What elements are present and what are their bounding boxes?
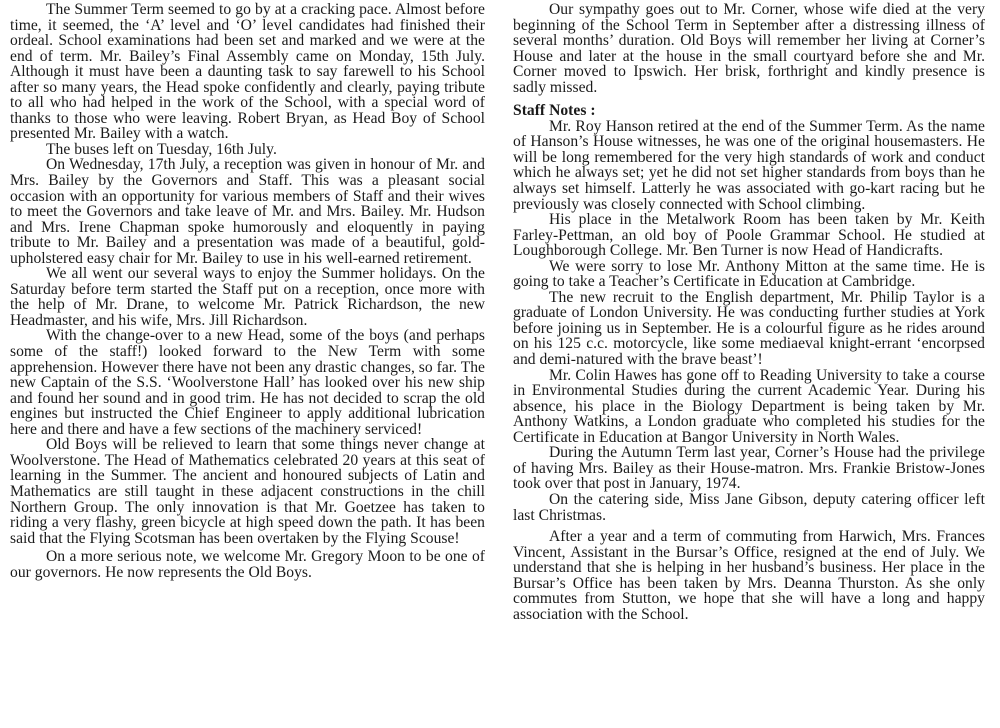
- left-column: [10, 2, 485, 580]
- paragraph-sympathy: Our sympathy goes out to Mr. Corner, whose wife died at the very beginning of the School Term in September after a distressing illness of several months’ duration. Old Boys will remember her living at Corner’s House and later at the house in the small courtyard before she and Mr. Corner moved to Ipswich. Her brisk, forthright and kindly presence is sadly missed.: [513, 1, 985, 96]
- paragraph-old-boys: Old Boys will be relieved to learn that some things never change at Woolverstone. The Head of Mathematics celebrated 20 years at this seat of learning in the Summer. The ancient and honoured subjects of Latin and Mathematics are still taught in these adjacent constructions in the chill Northern Group. The only innovation is that Mr. Goetzee has taken to riding a very flashy, green bicycle at high speed down the path. It has been said that the Flying Scotsman has been overtaken by the Flying Scouse!: [10, 436, 485, 547]
- paragraph-autumn-term: During the Autumn Term last year, Corner’s House had the privilege of having Mrs. Bailey as their House-matron. Mrs. Frankie Bristow-Jones took over that post in January, 1974.: [513, 444, 985, 493]
- paragraph-colin-hawes: Mr. Colin Hawes has gone off to Reading University to take a course in Environmental Studies during the current Academic Year. During his absence, his place in the Biology Department is being taken by Mr. Anthony Watkins, a London graduate who completed his studies for the Certificate in Education at Bangor University in North Wales.: [513, 366, 985, 446]
- paragraph-new-head: With the change-over to a new Head, some of the boys (and perhaps some of the staff!) looked forward to the New Term with some apprehension. However there have not been any drastic changes, so far. The new Captain of the S.S. ‘Woolverstone Hall’ has looked over his new ship and found her sound and in good trim. He has not decided to scrap the old engines but instructed the Chief Engineer to apply additional lubrication here and there and have a few sections of the machinery serviced!: [10, 327, 485, 438]
- paragraph-catering: On the catering side, Miss Jane Gibson, deputy catering officer left last Christmas.: [513, 490, 985, 524]
- paragraph-summer-term: The Summer Term seemed to go by at a cracking pace. Almost before time, it seemed, the ‘A’ level and ‘O’ level candidates had finished their ordeal. School examinations had been set and marked and we were at the end of term. Mr. Bailey’s Final Assembly came on Monday, 15th July. Although it must have been a daunting task to say farewell to his School after so many years, the Head spoke confidently and clearly, paying tribute to all who had helped in the work of the School, with a special word of thanks to those who were leaving. Robert Bryan, as Head Boy of School presented Mr. Bailey with a watch.: [10, 1, 485, 143]
- paragraph-buses-left: The buses left on Tuesday, 16th July.: [46, 140, 277, 158]
- paragraph-new-governor: On a more serious note, we welcome Mr. Gregory Moon to be one of our governors. He now represents the Old Boys.: [10, 548, 485, 581]
- paragraph-anthony-mitton: We were sorry to lose Mr. Anthony Mitton at the same time. He is going to take a Teacher’s Certificate in Education at Cambridge.: [513, 257, 985, 291]
- section-heading-staff-notes: Staff Notes :: [513, 102, 596, 120]
- paragraph-roy-hanson: Mr. Roy Hanson retired at the end of the Summer Term. As the name of Hanson’s House witnesses, he was one of the original housemasters. He will be long remembered for the very high standards of work and conduct which he always set; yet he did not set higher standards from boys than he always set himself. Latterly he was associated with go-kart racing but he previously was closely connected with School climbing.: [513, 117, 985, 213]
- right-column: [513, 2, 985, 622]
- paragraph-philip-taylor: The new recruit to the English department, Mr. Philip Taylor is a graduate of London University. He was conducting further studies at York before joining us in September. He is a colourful figure as he rides around on his 125 c.c. motorcycle, like some mediaeval knight-errant ‘encorpsed and demi-natured with the brave beast’!: [513, 288, 985, 369]
- paragraph-reception: On Wednesday, 17th July, a reception was given in honour of Mr. and Mrs. Bailey by the Governors and Staff. This was a pleasant social occasion with an opportunity for various members of Staff and their wives to meet the Governors and take leave of Mr. and Mrs. Bailey. Mr. Hudson and Mrs. Irene Chapman spoke humorously and eloquently in paying tribute to Mr. Bailey and a presentation was made of a beautiful, gold-upholstered easy chair for Mr. Bailey to use in his well-earned retirement.: [10, 156, 485, 267]
- paragraph-frances-vincent: After a year and a term of commuting from Harwich, Mrs. Frances Vincent, Assistant in the Bursar’s Office, resigned at the end of July. We understand that she is helping in her husband’s business. Her place in the Bursar’s Office has been taken by Mrs. Deanna Thurston. As she only commutes from Stutton, we hope that she will have a long and happy association with the School.: [513, 528, 985, 623]
- paragraph-summer-holidays: We all went our several ways to enjoy the Summer holidays. On the Saturday before term started the Staff put on a reception, once more with the help of Mr. Drane, to welcome Mr. Patrick Richardson, the new Headmaster, and his wife, Mrs. Jill Richardson.: [10, 265, 485, 329]
- paragraph-metalwork-room: His place in the Metalwork Room has been taken by Mr. Keith Farley-Pettman, an old boy of Poole Grammar School. He studied at Loughborough College. Mr. Ben Turner is now Head of Handicrafts.: [513, 211, 985, 260]
